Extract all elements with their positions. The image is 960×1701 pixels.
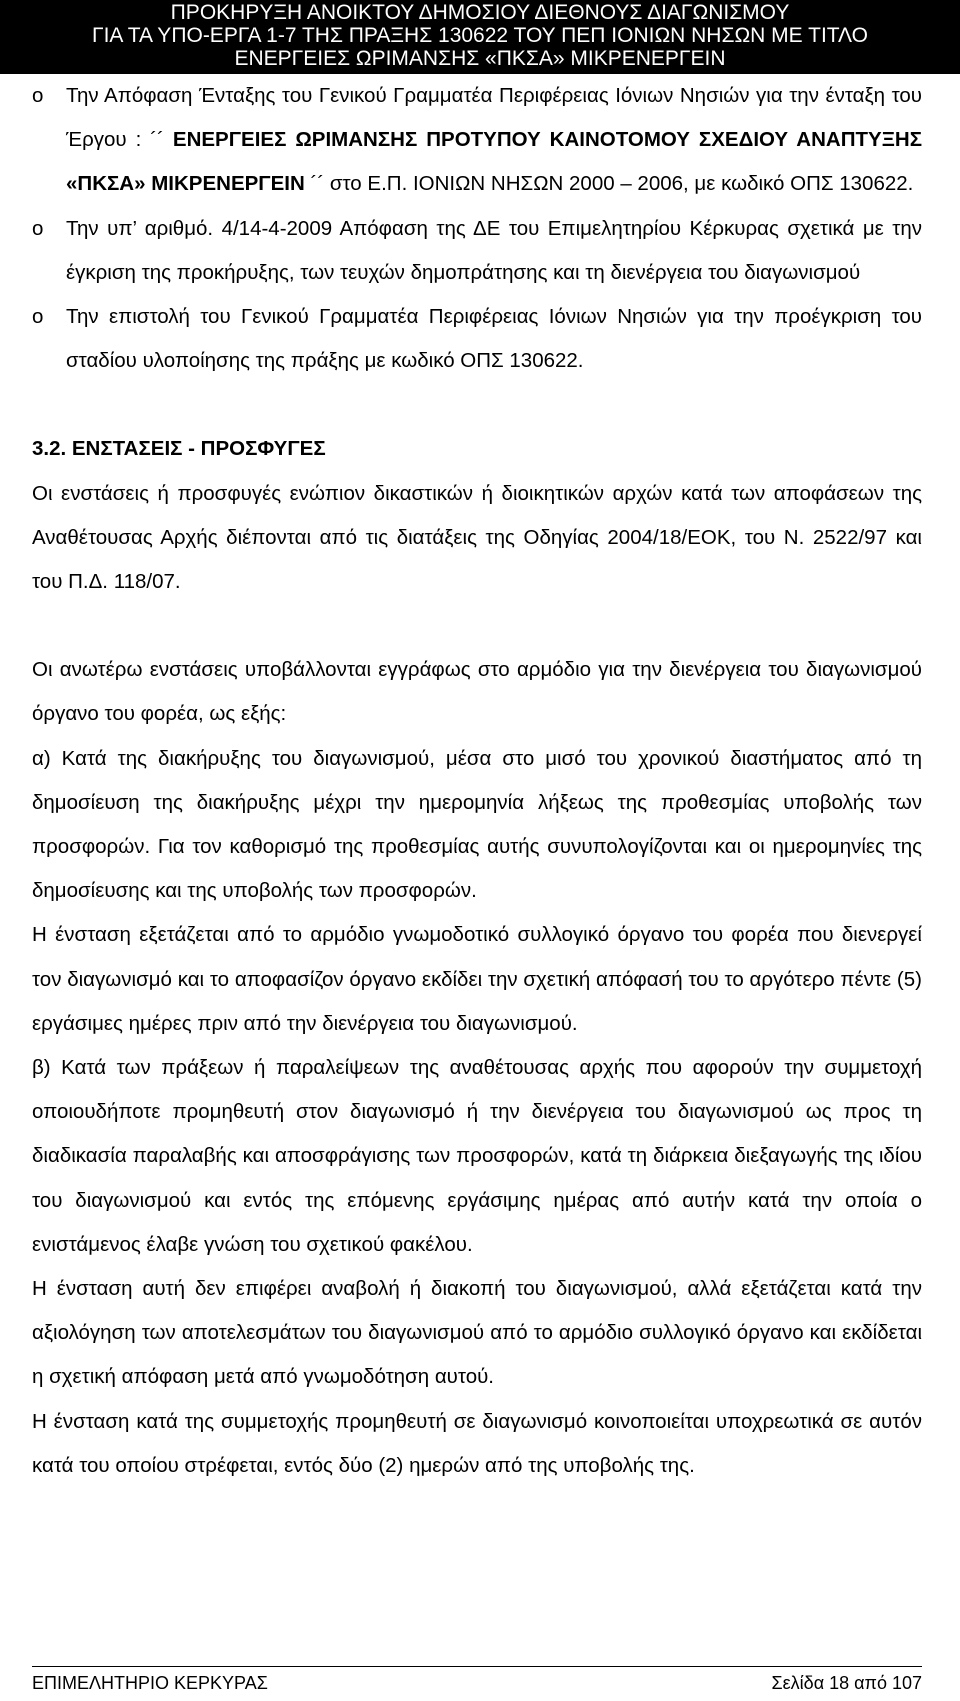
- paragraph: Οι ενστάσεις ή προσφυγές ενώπιον δικαστικών ή διοικητικών αρχών κατά των αποφάσεων της Αναθέτουσας Αρχής διέπονται από τις διατάξεις της Οδηγίας 2004/18/ΕΟΚ, του Ν. 2522/97 και του Π.Δ. 118/07.: [32, 481, 922, 594]
- paragraph: Η ένσταση αυτή δεν επιφέρει αναβολή ή διακοπή του διαγωνισμού, αλλά εξετάζεται κατά την αξιολόγηση των αποτελεσμάτων του διαγωνισμού από το αρμόδιο συλλογικό όργανο και εκδίδεται η σχετική απόφαση μετά από γνωμοδότηση αυτού.: [32, 1277, 922, 1389]
- paragraph: Η ένσταση εξετάζεται από το αρμόδιο γνωμοδοτικό συλλογικό όργανο του φορέα που διενεργεί τον διαγωνισμό και το αποφασίζον όργανο εκδίδει την σχετική απόφασή του το αργότερο πέντε (5) εργάσιμες ημέρες πριν από την διενέργεια του διαγωνισμού.: [32, 923, 922, 1035]
- spacer: [32, 604, 922, 648]
- bullet-text-bold: ΕΝΕΡΓΕΙΕΣ ΩΡΙΜΑΝΣΗΣ ΠΡΟΤΥΠΟΥ ΚΑΙΝΟΤΟΜΟΥ ΣΧΕΔΙΟΥ ΑΝΑΠΤΥΞΗΣ «ΠΚΣΑ» ΜΙΚΡΕΝΕΡΓΕΙΝ: [66, 128, 922, 196]
- bullet-text: Την επιστολή του Γενικού Γραμματέα Περιφέρειας Ιόνιων Νησιών για την προέγκριση του σταδίου υλοποίησης της πράξης με κωδικό ΟΠΣ 130622.: [66, 305, 922, 373]
- bullet-item: [32, 207, 922, 295]
- header-line-1: ΠΡΟΚΗΡΥΞΗ ΑΝΟΙΚΤΟΥ ΔΗΜΟΣΙΟΥ ΔΙΕΘΝΟΥΣ ΔΙΑΓΩΝΙΣΜΟΥ: [170, 1, 790, 24]
- document-body: [32, 74, 922, 1488]
- paragraph: Οι ανωτέρω ενστάσεις υποβάλλονται εγγράφως στο αρμόδιο για την διενέργεια του διαγωνισμού όργανο του φορέα, ως εξής:: [32, 658, 922, 726]
- bullet-marker: o: [32, 305, 44, 329]
- bullet-text-pre: Την Απόφαση Ένταξης του Γενικού Γραμματέα Περιφέρειας Ιόνιων Νησιών για την ένταξη του Έργου : ´´: [66, 84, 922, 152]
- header-line-3: ΕΝΕΡΓΕΙΕΣ ΩΡΙΜΑΝΣΗΣ «ΠΚΣΑ» ΜΙΚΡΕΝΕΡΓΕΙΝ: [234, 47, 726, 70]
- bullet-marker: o: [32, 84, 44, 107]
- document-header: [0, 0, 960, 74]
- bullet-text: Την υπ’ αριθμό. 4/14-4-2009 Απόφαση της ΔΕ του Επιμελητηρίου Κέρκυρας σχετικά με την έγκριση της προκήρυξης, των τευχών δημοπράτησης και τη διενέργεια του διαγωνισμού: [66, 216, 922, 284]
- bullet-text-post: ´´ στο Ε.Π. ΙΟΝΙΩΝ ΝΗΣΩΝ 2000 – 2006, με κωδικό ΟΠΣ 130622.: [304, 172, 914, 196]
- footer-organization: ΕΠΙΜΕΛΗΤΗΡΙΟ ΚΕΡΚΥΡΑΣ: [32, 1673, 268, 1693]
- header-line-2: ΓΙΑ ΤΑ ΥΠΟ-ΕΡΓΑ 1-7 ΤΗΣ ΠΡΑΞΗΣ 130622 ΤΟΥ ΠΕΠ ΙΟΝΙΩΝ ΝΗΣΩΝ ΜΕ ΤΙΤΛΟ: [92, 24, 868, 47]
- paragraph: β) Κατά των πράξεων ή παραλείψεων της αναθέτουσας αρχής που αφορούν την συμμετοχή οποιουδήποτε προμηθευτή στον διαγωνισμό ή την διενέργεια του διαγωνισμού ως προς τη διαδικασία παραλαβής και αποσφράγισης των προσφορών, κατά τη διάρκεια διεξαγωγής της ιδίου του διαγωνισμού και εντός της επόμενης εργάσιμης ημέρας από αυτήν κατά την οποία ο ενιστάμενος έλαβε γνώση του σχετικού φακέλου.: [32, 1056, 922, 1256]
- spacer: [32, 383, 922, 427]
- paragraph: α) Κατά της διακήρυξης του διαγωνισμού, μέσα στο μισό του χρονικού διαστήματος από τη δημοσίευση της διακήρυξης μέχρι την ημερομηνία λήξεως της προθεσμίας υποβολής των προσφορών. Για τον καθορισμό της προθεσμίας αυτής συνυπολογίζονται και οι ημερομηνίες της δημοσίευσης και της υποβολής των προσφορών.: [32, 746, 922, 903]
- bullet-item: [32, 74, 922, 207]
- page-number: Σελίδα 18 από 107: [771, 1673, 922, 1693]
- bullet-marker: o: [32, 216, 44, 240]
- bullet-item: [32, 295, 922, 383]
- section-heading: 3.2. ΕΝΣΤΑΣΕΙΣ - ΠΡΟΣΦΥΓΕΣ: [32, 437, 326, 461]
- document-footer: [32, 1666, 922, 1694]
- paragraph: Η ένσταση κατά της συμμετοχής προμηθευτή σε διαγωνισμό κοινοποιείται υποχρεωτικά σε αυτόν κατά του οποίου στρέφεται, εντός δύο (2) ημερών από της υποβολής της.: [32, 1409, 922, 1477]
